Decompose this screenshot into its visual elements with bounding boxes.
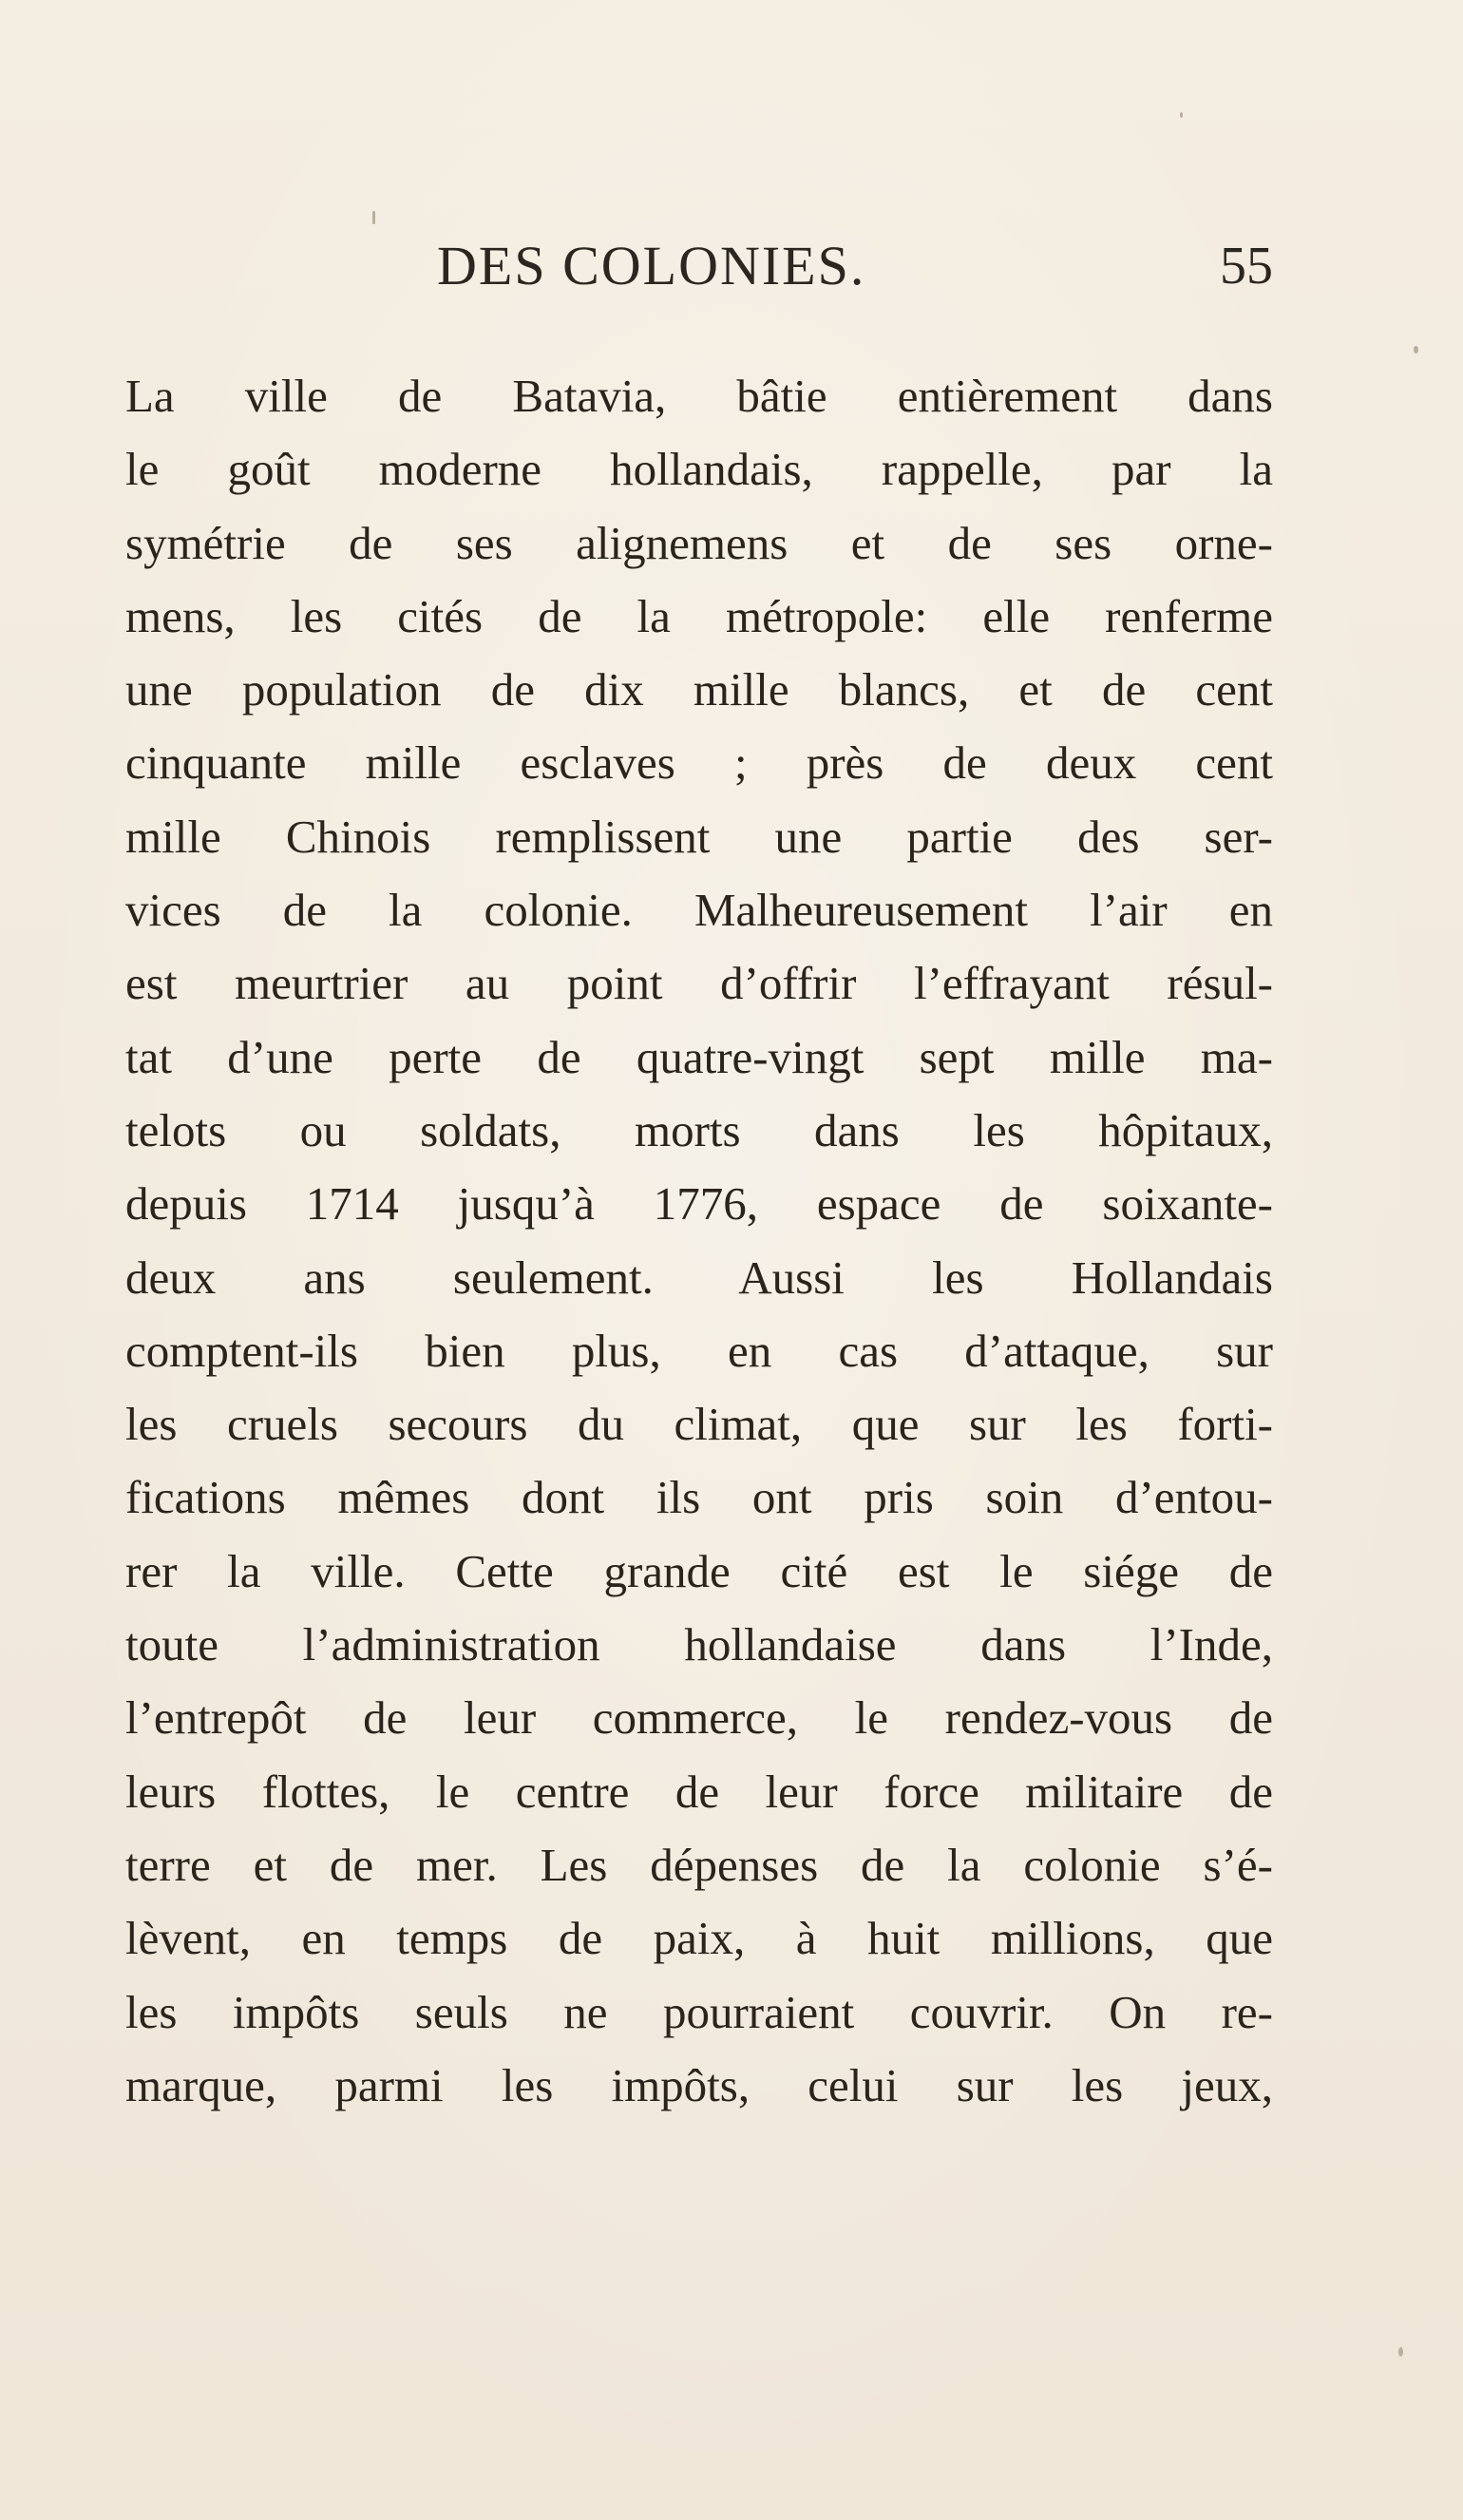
- text-line: mille Chinois remplissent une partie des ser-: [125, 810, 1273, 863]
- text-line: toute l’administration hollandaise dans l’Inde,: [125, 1618, 1273, 1671]
- text-line: marque, parmi les impôts, celui sur les jeux,: [125, 2058, 1273, 2111]
- text-line: les cruels secours du climat, que sur les forti-: [125, 1398, 1273, 1451]
- paper-speck: [372, 211, 375, 224]
- text-line: cinquante mille esclaves ; près de deux cent: [125, 736, 1273, 790]
- paper-speck: [1414, 346, 1418, 353]
- text-line: La ville de Batavia, bâtie entièrement dans: [125, 370, 1273, 422]
- text-line: est meurtrier au point d’offrir l’effrayant résul-: [125, 957, 1273, 1010]
- text-line: telots ou soldats, morts dans les hôpitaux,: [125, 1103, 1273, 1156]
- page-number: 55: [1220, 237, 1273, 296]
- paper-speck: [1398, 2347, 1403, 2357]
- paper-speck: [1180, 112, 1183, 118]
- text-line: deux ans seulement. Aussi les Hollandais: [125, 1250, 1273, 1304]
- body-text: [125, 359, 1273, 2122]
- text-line: une population de dix mille blancs, et de cent: [125, 663, 1273, 716]
- running-head: [124, 228, 1273, 304]
- text-line: symétrie de ses alignemens et de ses orne-: [125, 516, 1273, 569]
- text-line: mens, les cités de la métropole: elle renferme: [125, 589, 1273, 642]
- text-line: terre et de mer. Les dépenses de la colonie s’é-: [125, 1838, 1273, 1891]
- text-line: tat d’une perte de quatre-vingt sept mille ma-: [125, 1030, 1273, 1083]
- text-line: leurs flottes, le centre de leur force militaire de: [125, 1765, 1273, 1818]
- text-line: comptent-ils bien plus, en cas d’attaque, sur: [125, 1324, 1273, 1377]
- text-line: l’entrepôt de leur commerce, le rendez-vous de: [125, 1691, 1273, 1745]
- text-line: lèvent, en temps de paix, à huit millions, que: [125, 1912, 1273, 1965]
- running-title: DES COLONIES.: [437, 235, 866, 296]
- text-line: vices de la colonie. Malheureusement l’air en: [125, 884, 1273, 937]
- text-line: rer la ville. Cette grande cité est le siége de: [125, 1544, 1273, 1597]
- text-line: depuis 1714 jusqu’à 1776, espace de soixante-: [125, 1177, 1273, 1231]
- text-line: le goût moderne hollandais, rappelle, par la: [125, 443, 1273, 496]
- text-line: fications mêmes dont ils ont pris soin d’entou-: [125, 1471, 1273, 1524]
- text-line: les impôts seuls ne pourraient couvrir. On re-: [125, 1985, 1273, 2038]
